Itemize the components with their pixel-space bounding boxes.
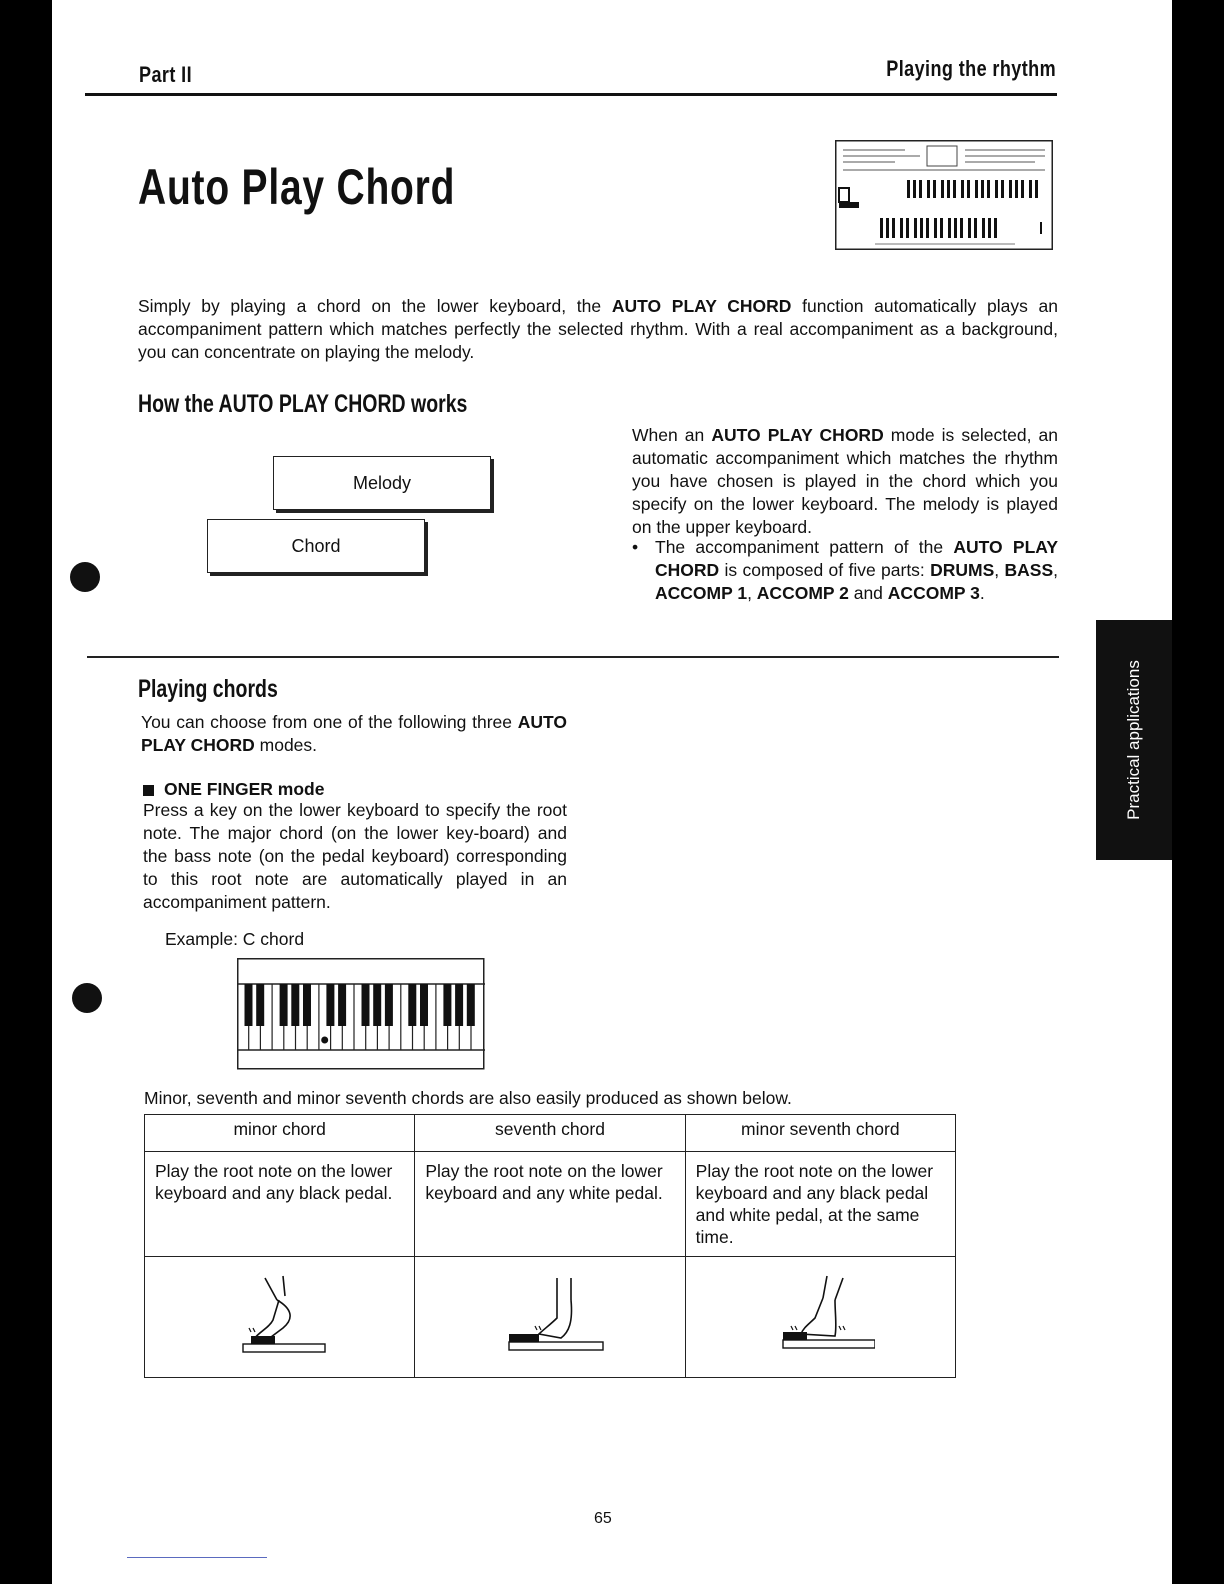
foot-both-pedals-icon bbox=[765, 1270, 875, 1360]
seventh-chord-text: Play the root note on the lower keyboard and any white pedal. bbox=[415, 1152, 685, 1257]
header-rule bbox=[85, 93, 1057, 96]
minor-chord-text: Play the root note on the lower keyboard and any black pedal. bbox=[145, 1152, 415, 1257]
side-tab bbox=[1096, 620, 1172, 860]
header-part: Part II bbox=[139, 62, 193, 87]
foot-black-pedal-icon bbox=[225, 1270, 335, 1360]
header-section: Playing the rhythm bbox=[886, 56, 1056, 81]
seventh-chord-pedal-cell bbox=[415, 1257, 685, 1378]
c-chord-keyboard-diagram bbox=[237, 958, 485, 1070]
how-it-works-description: When an AUTO PLAY CHORD mode is selected, an automatic accompaniment which matches the rhythm you have chosen is played in the chord which you specify on the lower keyboard. The melody is played on the upper keyboard. bbox=[632, 425, 1058, 537]
minor-seventh-chord-text: Play the root note on the lower keyboard and any black pedal and white pedal, at the same time. bbox=[685, 1152, 955, 1257]
header-seventh-chord: seventh chord bbox=[415, 1115, 685, 1152]
example-label: Example: C chord bbox=[165, 929, 305, 949]
page-title: Auto Play Chord bbox=[138, 159, 456, 215]
chord-box bbox=[207, 519, 425, 573]
parts-bullet: The accompaniment pattern of the AUTO PLAY CHORD is composed of five parts: DRUMS, BASS, ACCOMP 1, ACCOMP 2 and ACCOMP 3. bbox=[655, 537, 1058, 603]
section-divider bbox=[87, 656, 1059, 658]
mode-heading: ONE FINGER mode bbox=[164, 779, 325, 799]
minor-chord-pedal-cell bbox=[145, 1257, 415, 1378]
page-number: 65 bbox=[594, 1510, 612, 1527]
one-finger-description: Press a key on the lower keyboard to specify the root note. The major chord (on the lower key-board) and the bass note (on the pedal keyboard) corresponding to this root note are automatically played in an accompaniment pattern. bbox=[143, 800, 567, 912]
melody-box bbox=[273, 456, 491, 510]
melody-label: Melody bbox=[352, 473, 412, 493]
foot-white-pedal-icon bbox=[495, 1270, 605, 1360]
section-heading-playing-chords: Playing chords bbox=[138, 675, 278, 703]
binder-hole bbox=[70, 562, 100, 592]
bullet-icon: • bbox=[632, 537, 639, 557]
intro-paragraph: Simply by playing a chord on the lower keyboard, the AUTO PLAY CHORD function automatically plays an accompaniment pattern which matches perfectly the selected rhythm. With a real accompaniment as a background, you can concentrate on playing the melody. bbox=[138, 296, 1058, 362]
square-bullet-icon bbox=[143, 785, 154, 796]
table-intro: Minor, seventh and minor seventh chords are also easily produced as shown below. bbox=[144, 1088, 792, 1108]
section-heading-how-it-works: How the AUTO PLAY CHORD works bbox=[138, 390, 468, 418]
chord-modes-table bbox=[144, 1114, 956, 1378]
minor-seventh-chord-pedal-cell bbox=[685, 1257, 955, 1378]
header-minor-chord: minor chord bbox=[145, 1115, 415, 1152]
playing-chords-intro: You can choose from one of the following three AUTO PLAY CHORD modes. bbox=[141, 712, 567, 755]
instrument-panel-icon bbox=[835, 140, 1053, 250]
side-tab-label: Practical applications bbox=[1124, 660, 1143, 820]
binder-hole bbox=[72, 983, 102, 1013]
scan-line bbox=[127, 1557, 267, 1558]
chord-label: Chord bbox=[291, 536, 341, 556]
header-minor-seventh-chord: minor seventh chord bbox=[685, 1115, 955, 1152]
